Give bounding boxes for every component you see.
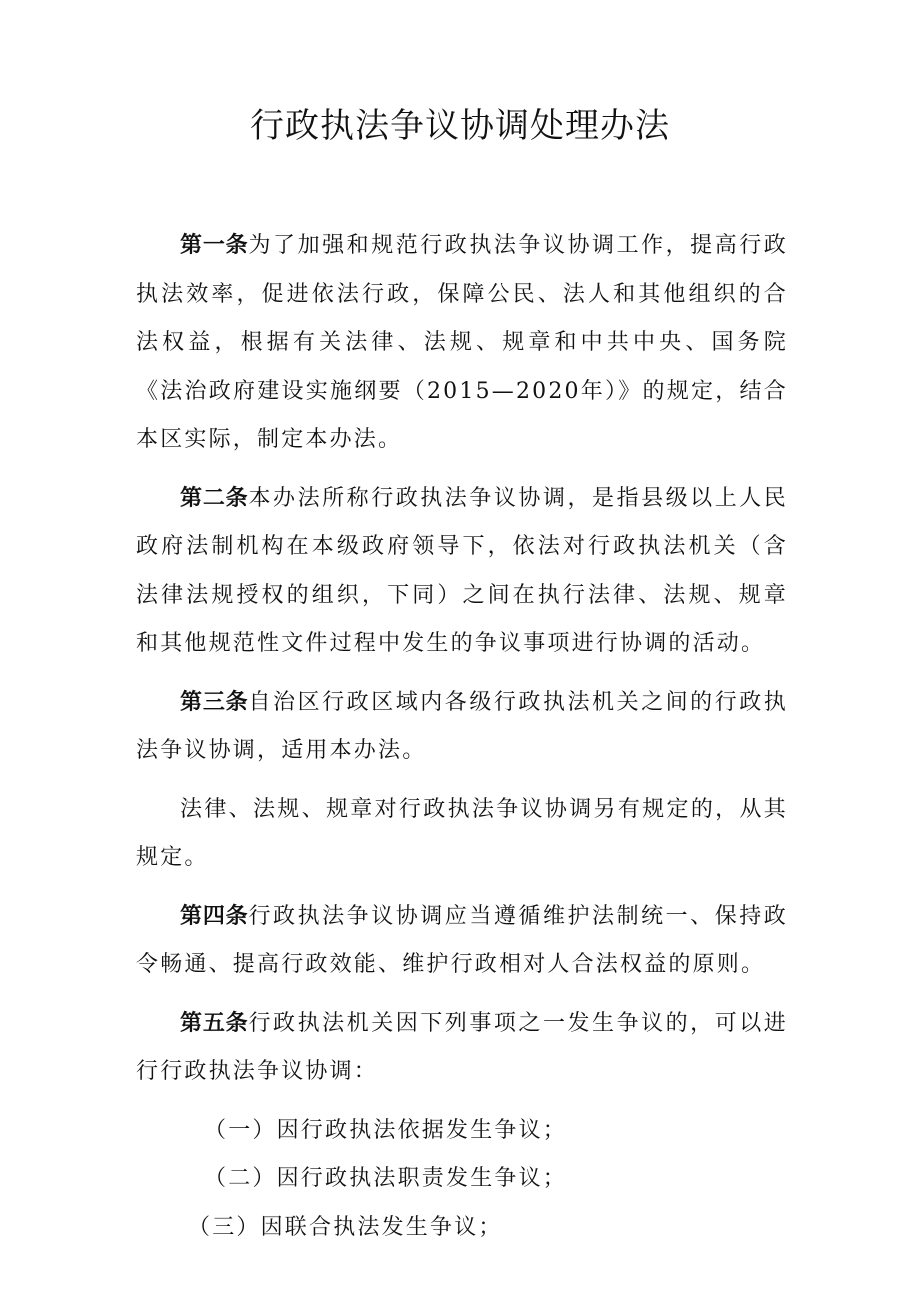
article-4-label: 第四条 xyxy=(180,903,249,929)
article-1-text: 为了加强和规范行政执法争议协调工作，提高行政执法效率，促进依法行政，保障公民、法人和其他组织的合法权益，根据有关法律、法规、规章和中共中央、国务院《法治政府建设实施纲要（2015—2020年）》的规定，结合本区实际，制定本办法。 xyxy=(136,233,788,452)
article-3-extra: 法律、法规、规章对行政执法争议协调另有规定的，从其规定。 xyxy=(136,796,788,870)
article-2-text: 本办法所称行政执法争议协调，是指县级以上人民政府法制机构在本级政府领导下，依法对行政执法机关（含法律法规授权的组织，下同）之间在执行法律、法规、规章和其他规范性文件过程中发生的争议事项进行协调的活动。 xyxy=(136,485,788,656)
document-title: 行政执法争议协调处理办法 xyxy=(250,106,670,146)
list-item: （三）因联合执法发生争议； xyxy=(188,1214,503,1240)
article-3 xyxy=(136,679,788,776)
article-1-label: 第一条 xyxy=(180,233,249,258)
article-2-label: 第二条 xyxy=(180,485,249,511)
document-body xyxy=(136,222,788,1252)
article-1 xyxy=(136,222,788,465)
article-5-label: 第五条 xyxy=(180,1010,249,1036)
article-5-text: 行政执法机关因下列事项之一发生争议的，可以进行行政执法争议协调： xyxy=(136,1010,788,1084)
article-2 xyxy=(136,475,788,669)
list-item: （二）因行政执法职责发生争议； xyxy=(204,1166,568,1191)
article-3-text: 自治区行政区域内各级行政执法机关之间的行政执法争议协调，适用本办法。 xyxy=(136,689,788,763)
article-3-label: 第三条 xyxy=(180,689,249,715)
article-4-text: 行政执法争议协调应当遵循维护法制统一、保持政令畅通、提高行政效能、维护行政相对人合法权益的原则。 xyxy=(136,903,788,977)
article-5 xyxy=(136,1000,788,1097)
article-4 xyxy=(136,893,788,990)
list-item: （一）因行政执法依据发生争议； xyxy=(204,1117,568,1143)
